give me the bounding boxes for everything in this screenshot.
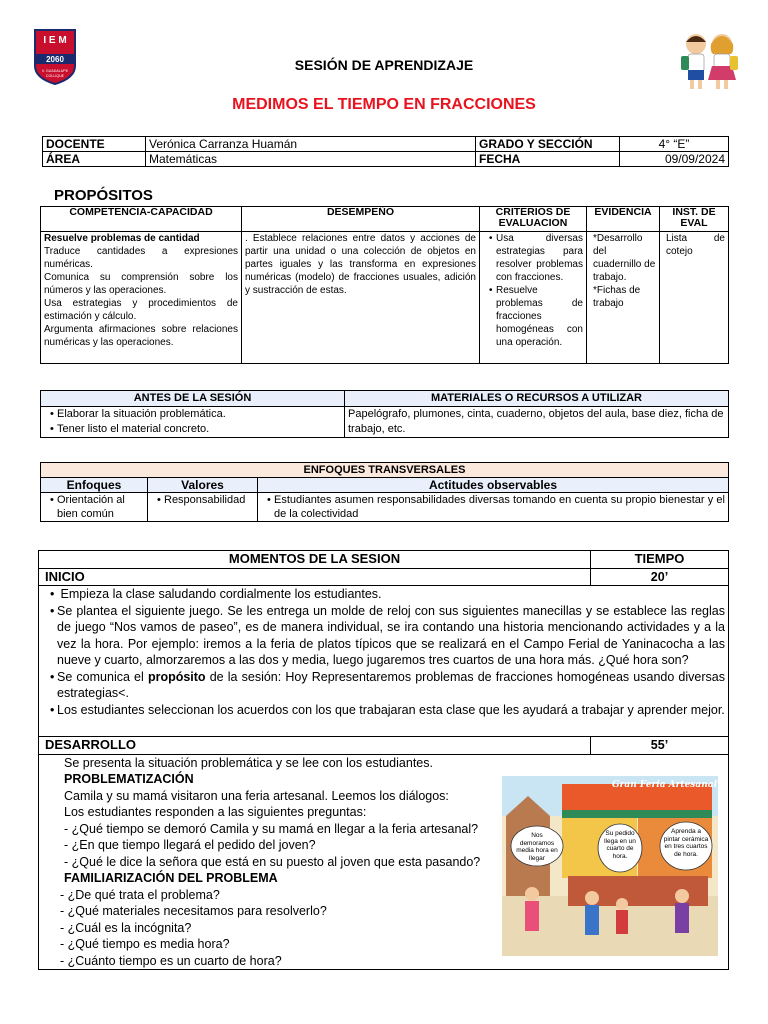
enfoques-col: Enfoques bbox=[41, 478, 148, 493]
inicio-item-3-b: de la sesión: Hoy Representaremos problemas de fracciones homogéneas usando diversas estrategias<. bbox=[57, 669, 725, 700]
momentos-header: MOMENTOS DE LA SESION bbox=[39, 551, 591, 569]
grado-value: 4° “E” bbox=[620, 137, 729, 152]
feria-banner: Gran Feria Artesanal bbox=[612, 780, 717, 790]
bubble-1: Nos demoramos media hora en llegar bbox=[516, 832, 558, 862]
docente-label: DOCENTE bbox=[43, 137, 146, 152]
materiales-header: MATERIALES O RECURSOS A UTILIZAR bbox=[345, 391, 729, 407]
inicio-item-1-text: Empieza la clase saludando cordialmente los estudiantes. bbox=[60, 587, 382, 601]
pregunta2-3: - ¿Cuál es la incógnita? bbox=[60, 920, 192, 935]
capacidad-4: Argumenta afirmaciones sobre relaciones numéricas y las operaciones. bbox=[44, 324, 238, 348]
desarrollo-intro: Se presenta la situación problemática y se lee con los estudiantes. bbox=[64, 755, 433, 770]
problematizacion-p2: Los estudiantes responden a las siguientes preguntas: bbox=[64, 805, 367, 819]
inicio-item-3-a: Se comunica el bbox=[57, 669, 144, 684]
pregunta2-2: - ¿Qué materiales necesitamos para resolverlo? bbox=[60, 904, 327, 918]
desarrollo-label: DESARROLLO bbox=[39, 737, 591, 755]
antes-header: ANTES DE LA SESIÓN bbox=[41, 391, 345, 407]
criterios-cell bbox=[480, 232, 587, 364]
enfoques-title: ENFOQUES TRANSVERSALES bbox=[41, 463, 729, 478]
propositos-title: PROPÓSITOS bbox=[54, 187, 153, 204]
propositos-table bbox=[40, 206, 729, 364]
antes-item-2: • Tener listo el material concreto. bbox=[57, 422, 341, 437]
pregunta-2: - ¿En que tiempo llegará el pedido del joven? bbox=[64, 838, 316, 852]
fecha-value: 09/09/2024 bbox=[620, 152, 729, 167]
svg-text:2060: 2060 bbox=[46, 55, 64, 64]
col-instrumento: INST. DE EVAL bbox=[660, 207, 729, 232]
competencia-title: Resuelve problemas de cantidad bbox=[44, 233, 200, 244]
col-competencia: COMPETENCIA-CAPACIDAD bbox=[41, 207, 242, 232]
bubble-3: Aprenda a pintar cerámica en tres cuartos de hora. bbox=[663, 828, 709, 858]
familiarizacion-title: FAMILIARIZACIÓN DEL PROBLEMA bbox=[64, 871, 278, 885]
enfoques-table bbox=[40, 462, 729, 522]
enfoque-cell bbox=[41, 493, 148, 522]
problematizacion-p1: Camila y su mamá visitaron una feria artesanal. Leemos los diálogos: bbox=[64, 788, 449, 803]
inicio-label: INICIO bbox=[39, 568, 591, 586]
antes-table bbox=[40, 390, 729, 438]
col-desempeno: DESEMPEÑO bbox=[242, 207, 480, 232]
col-evidencia: EVIDENCIA bbox=[587, 207, 660, 232]
actitud-cell bbox=[258, 493, 729, 522]
enfoque-value: • Orientación al bien común bbox=[57, 493, 144, 521]
instrumento-cell: Lista de cotejo bbox=[660, 232, 729, 364]
fecha-label: FECHA bbox=[476, 152, 620, 167]
pregunta-1: - ¿Qué tiempo se demoró Camila y su mamá en llegar a la feria artesanal? bbox=[64, 821, 479, 836]
evidencia-2: *Fichas de trabajo bbox=[593, 285, 641, 309]
capacidad-2: Comunica su comprensión sobre los números y las operaciones. bbox=[44, 272, 238, 296]
svg-text:V. GUADALUPE: V. GUADALUPE bbox=[41, 69, 69, 73]
antes-items bbox=[41, 407, 345, 438]
valor-cell bbox=[148, 493, 258, 522]
inicio-item-2: • Se plantea el siguiente juego. Se les entrega un molde de reloj con sus siguientes manecillas y se establece las reglas de juego “Nos vamos de paseo”, es de manera individual, se ira contando una historia mencionando actividades y a la vez la hora. Por ejemplo: iremos a la feria de platos típicos que se realizará en el Campo Ferial de Yaninacocha a las nueve y cuarto, almorzaremos a las dos y media, luego jugaremos tres cuartos de una hora más. ¿Qué hora son? bbox=[57, 603, 725, 669]
svg-text:I E M: I E M bbox=[43, 35, 67, 46]
docente-value: Verónica Carranza Huamán bbox=[146, 137, 476, 152]
pregunta2-1: - ¿De qué trata el problema? bbox=[60, 887, 220, 902]
feria-illustration bbox=[502, 776, 718, 956]
svg-text:COLLIQUE: COLLIQUE bbox=[45, 74, 65, 78]
criterio-1: • Usa diversas estrategias para resolver problemas con fracciones. bbox=[496, 232, 583, 284]
inicio-item-4: • Los estudiantes seleccionan los acuerdos con los que trabajaran esta clase que les ayudará a trabajar y aprender mejor. bbox=[57, 702, 725, 719]
problematizacion-title: PROBLEMATIZACIÓN bbox=[64, 772, 194, 786]
pregunta2-4: - ¿Qué tiempo es media hora? bbox=[60, 937, 230, 951]
actitud-value: • Estudiantes asumen responsabilidades diversas tomando en cuenta su propio bienestar y el de la colectividad bbox=[274, 493, 725, 521]
session-subtitle: MEDIMOS EL TIEMPO EN FRACCIONES bbox=[232, 96, 536, 113]
evidencia-1: *Desarrollo del cuadernillo de trabajo. bbox=[593, 233, 656, 283]
capacidad-3: Usa estrategias y procedimientos de estimación y cálculo. bbox=[44, 298, 238, 322]
actitudes-col: Actitudes observables bbox=[258, 478, 729, 493]
bubble-2: Su pedido llega en un cuarto de hora. bbox=[604, 830, 636, 860]
capacidad-1: Traduce cantidades a expresiones numéricas. bbox=[44, 246, 238, 270]
pregunta2-5: - ¿Cuánto tiempo es un cuarto de hora? bbox=[60, 953, 282, 968]
grado-label: GRADO Y SECCIÓN bbox=[476, 137, 620, 152]
inicio-content bbox=[39, 586, 729, 737]
pregunta-3: - ¿Qué le dice la señora que está en su puesto al joven que esta pasando? bbox=[64, 854, 481, 869]
criterio-2: • Resuelve problemas de fracciones homogéneas con una operación. bbox=[496, 284, 583, 349]
tiempo-header: TIEMPO bbox=[591, 551, 729, 569]
competencia-cell bbox=[41, 232, 242, 364]
valor-value: • Responsabilidad bbox=[164, 493, 254, 507]
inicio-time: 20’ bbox=[591, 568, 729, 586]
col-criterios: CRITERIOS DE EVALUACION bbox=[480, 207, 587, 232]
inicio-item-1 bbox=[57, 586, 725, 603]
evidencia-cell bbox=[587, 232, 660, 364]
area-value: Matemáticas bbox=[146, 152, 476, 167]
desempeno-cell: . Establece relaciones entre datos y acciones de partir una unidad o una colección de objetos en partes iguales y las transforma en expresiones numéricas (modelo) de fracciones usuales, adición y sustracción de estas. bbox=[242, 232, 480, 364]
inicio-item-3-bold: propósito bbox=[147, 669, 206, 684]
antes-item-1: • Elaborar la situación problemática. bbox=[57, 407, 341, 422]
info-table bbox=[42, 136, 729, 167]
desarrollo-time: 55’ bbox=[591, 737, 729, 755]
area-label: ÁREA bbox=[43, 152, 146, 167]
valores-col: Valores bbox=[148, 478, 258, 493]
session-title: SESIÓN DE APRENDIZAJE bbox=[294, 57, 474, 73]
materiales-cell: Papelógrafo, plumones, cinta, cuaderno, objetos del aula, base diez, ficha de trabajo, etc. bbox=[345, 407, 729, 438]
inicio-item-3 bbox=[57, 669, 725, 702]
